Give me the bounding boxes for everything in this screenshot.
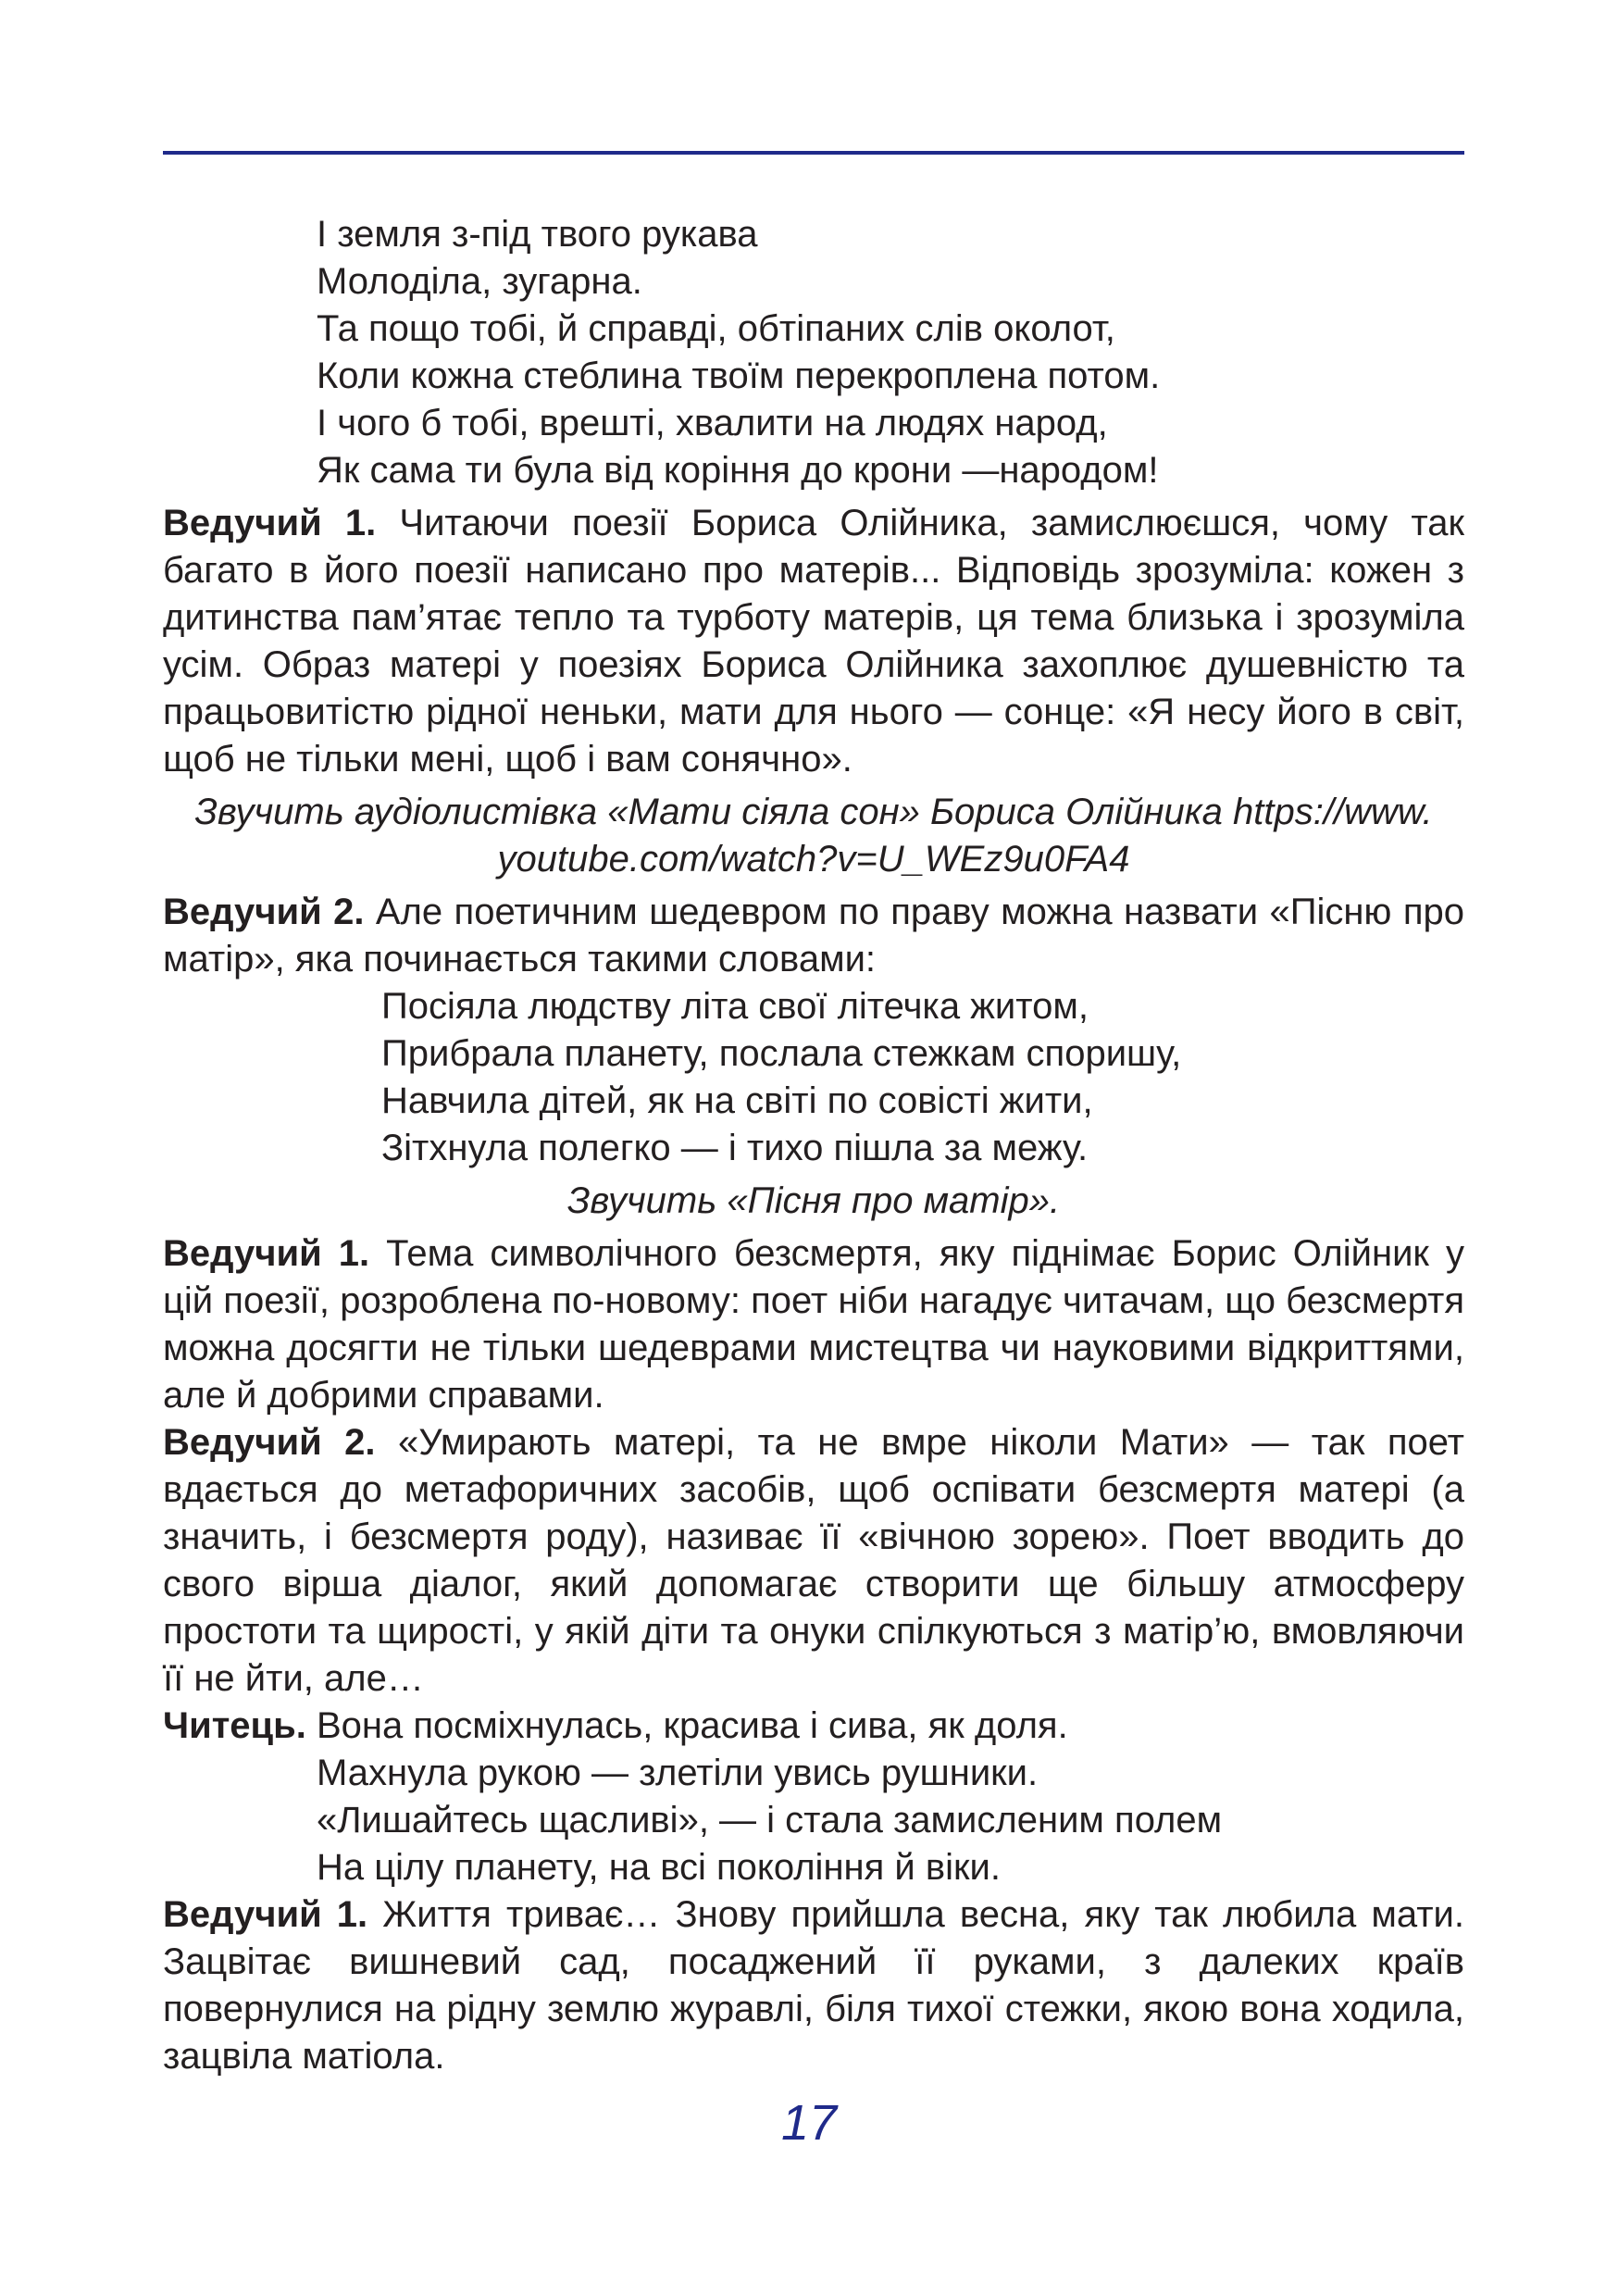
stage-direction-link: youtube.com/watch?v=U_WEz9u0FA4 [497,839,1130,880]
page-content [163,211,1464,2080]
reader-first-line [163,1703,1464,1750]
dialogue-paragraph [163,1891,1464,2080]
poem-stanza-1 [163,211,1464,494]
dialogue-paragraph [163,1230,1464,1419]
poem-line: Вона посміхнулась, красива і сива, як доля. [305,1705,1068,1746]
poem-stanza-2 [163,983,1464,1172]
speaker-label: Ведучий 1. [163,503,377,543]
poem-line: Махнула рукою — злетіли увись рушники. [317,1753,1039,1793]
poem-line: Як сама ти була від коріння до крони —народом! [317,450,1159,491]
stage-direction: Звучить аудіолистівка «Мати сіяла сон» Бориса Олійника https://www. [194,792,1433,832]
poem-line: Та пощо тобі, й справді, обтіпаних слів околот, [317,308,1115,349]
paragraph-text: Тема символічного безсмертя, яку піднімає Борис Олійник у цій поезії, розроблена по-новому: поет ніби нагадує читачам, що безсмертя можна досягти не тільки шедеврами мистецтва чи науковими відкриттями, але й добрими справами. [163,1233,1464,1416]
paragraph-text: Життя триває… Знову прийшла весна, яку так любила мати. Зацвітає вишневий сад, посаджений її руками, з далеких країв повернулися на рідну землю журавлі, біля тихої стежки, якою вона ходила, зацвіла матіола. [163,1894,1464,2077]
speaker-label: Ведучий 2. [163,892,365,932]
speaker-label: Ведучий 1. [163,1894,368,1935]
poem-stanza-3 [163,1750,1464,1891]
dialogue-paragraph [163,889,1464,983]
poem-line: «Лишайтесь щасливі», — і стала замисленим полем [317,1800,1223,1841]
speaker-label: Читець. [163,1705,306,1746]
poem-line: Прибрала планету, послала стежкам споришу, [381,1033,1182,1074]
poem-line: На цілу планету, на всі покоління й віки. [317,1847,1001,1888]
poem-line: Молоділа, зугарна. [317,261,642,302]
dialogue-paragraph [163,500,1464,783]
poem-line: І чого б тобі, врешті, хвалити на людях народ, [317,403,1108,443]
speaker-label: Ведучий 1. [163,1233,370,1274]
poem-line: Зітхнула полегко — і тихо пішла за межу. [381,1128,1089,1168]
paragraph-text: Але поетичним шедевром по праву можна назвати «Пісню про матір», яка починається такими словами: [163,892,1464,980]
stage-direction: Звучить «Пісня про матір». [566,1180,1061,1221]
poem-line: І земля з-під твого рукава [317,214,758,255]
paragraph-text: «Умирають матері, та не вмре ніколи Мати» — так поет вдається до метафоричних засобів, щоб оспівати безсмертя матері (а значить, і безсмертя роду), називає її «вічною зорею». Поет вводить до свого вірша діалог, який допомагає створити ще більшу атмосферу простоти та щирості, у якій діти та онуки спілкуються з матір’ю, вмовляючи її не йти, але… [163,1422,1464,1699]
poem-line: Коли кожна стеблина твоїм перекроплена потом. [317,356,1161,396]
poem-line: Посіяла людству літа свої літечка житом, [381,986,1089,1027]
header-rule [163,151,1464,155]
paragraph-text: Читаючи поезії Бориса Олійника, замислюєшся, чому так багато в його поезії написано про матерів... Відповідь зрозуміла: кожен з дитинства пам’ятає тепло та турботу матерів, ця тема близька і зрозуміла усім. Образ матері у поезіях Бориса Олійника захоплює душевністю та працьовитістю рідної неньки, мати для нього — сонце: «Я несу його в світ, щоб не тільки мені, щоб і вам сонячно». [163,503,1465,780]
page-number: 17 [780,2095,838,2151]
dialogue-paragraph [163,1419,1464,1703]
poem-line: Навчила дітей, як на світі по совісті жити, [381,1080,1093,1121]
speaker-label: Ведучий 2. [163,1422,376,1463]
